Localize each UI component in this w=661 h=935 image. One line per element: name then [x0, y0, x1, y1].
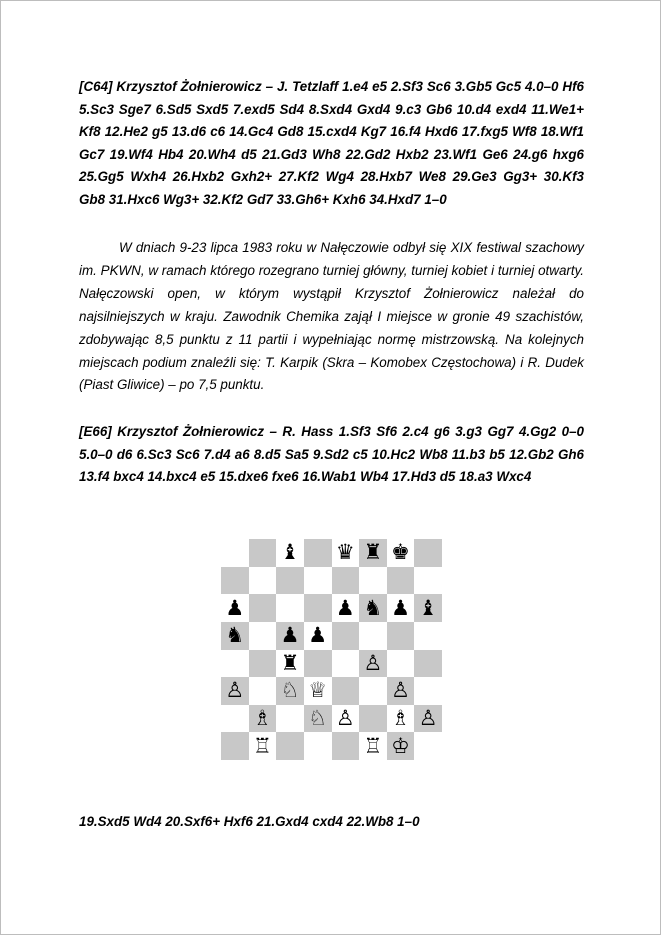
square-h4: [414, 650, 442, 678]
black-knight-icon: ♞: [225, 623, 245, 648]
square-d5: [304, 622, 332, 650]
black-pawn-icon: ♟: [335, 595, 355, 620]
square-e5: [332, 622, 360, 650]
square-e8: [332, 539, 360, 567]
square-c2: [276, 705, 304, 733]
square-c4: [276, 650, 304, 678]
white-rook-icon: ♖: [363, 733, 383, 758]
square-d7: [304, 567, 332, 595]
white-rook-icon: ♖: [253, 733, 272, 758]
white-knight-icon: ♘: [280, 678, 300, 703]
white-pawn-icon: ♙: [391, 678, 410, 703]
white-pawn-icon: ♙: [225, 678, 245, 703]
black-king-icon: ♚: [391, 540, 410, 565]
square-h5: [414, 622, 442, 650]
square-b5: [249, 622, 277, 650]
white-knight-icon: ♘: [308, 706, 328, 731]
black-pawn-icon: ♟: [225, 595, 245, 620]
square-d3: [304, 677, 332, 705]
square-e2: [332, 705, 360, 733]
square-c1: [276, 732, 304, 760]
square-e1: [332, 732, 360, 760]
black-queen-icon: ♛: [335, 540, 355, 565]
square-g3: [387, 677, 415, 705]
black-pawn-icon: ♟: [280, 623, 300, 648]
square-c6: [276, 594, 304, 622]
white-pawn-icon: ♙: [363, 650, 383, 675]
tournament-paragraph: W dniach 9-23 lipca 1983 roku w Nałęczowie odbył się XIX festiwal szachowy im. PKWN, w ramach którego rozegrano turniej główny, turniej kobiet i turniej otwarty. Nałęczowski open, w którym wystąpił Krzysztof Żołnierowicz należał do najsilniejszych w kraju. Zawodnik Chemika zajął I miejsce w gronie 49 szachistów, zdobywając 8,5 punktu z 11 partii i wypełniając normę mistrzowską. Na kolejnych miejscach podium znaleźli się: T. Karpik (Skra – Komobex Częstochowa) i R. Dudek (Piast Gliwice) – po 7,5 punktu.: [79, 240, 584, 393]
square-e3: [332, 677, 360, 705]
square-c7: [276, 567, 304, 595]
black-pawn-icon: ♟: [391, 595, 410, 620]
square-a4: [221, 650, 249, 678]
square-e4: [332, 650, 360, 678]
square-h3: [414, 677, 442, 705]
square-a6: [221, 594, 249, 622]
black-rook-icon: ♜: [363, 540, 383, 565]
square-d8: [304, 539, 332, 567]
white-pawn-icon: ♙: [418, 706, 438, 731]
square-c3: [276, 677, 304, 705]
square-b1: [249, 732, 277, 760]
square-a5: [221, 622, 249, 650]
square-b8: [249, 539, 277, 567]
square-a7: [221, 567, 249, 595]
black-bishop-icon: ♝: [280, 540, 300, 565]
square-h2: [414, 705, 442, 733]
game-continuation: 19.Sxd5 Wd4 20.Sxf6+ Hxf6 21.Gxd4 cxd4 22.Wb8 1–0: [79, 814, 420, 829]
square-d6: [304, 594, 332, 622]
square-c5: [276, 622, 304, 650]
square-a8: [221, 539, 249, 567]
square-f5: [359, 622, 387, 650]
square-f6: [359, 594, 387, 622]
square-b6: [249, 594, 277, 622]
white-pawn-icon: ♙: [335, 706, 355, 731]
square-b3: [249, 677, 277, 705]
square-g5: [387, 622, 415, 650]
square-f8: [359, 539, 387, 567]
square-f3: [359, 677, 387, 705]
square-g2: [387, 705, 415, 733]
square-e6: [332, 594, 360, 622]
square-h7: [414, 567, 442, 595]
square-b2: [249, 705, 277, 733]
square-b4: [249, 650, 277, 678]
square-g7: [387, 567, 415, 595]
white-king-icon: ♔: [391, 733, 410, 758]
square-h8: [414, 539, 442, 567]
square-h6: [414, 594, 442, 622]
square-e7: [332, 567, 360, 595]
square-a1: [221, 732, 249, 760]
square-f7: [359, 567, 387, 595]
square-d4: [304, 650, 332, 678]
square-c8: [276, 539, 304, 567]
square-d1: [304, 732, 332, 760]
square-d2: [304, 705, 332, 733]
square-g4: [387, 650, 415, 678]
square-a2: [221, 705, 249, 733]
black-bishop-icon: ♝: [418, 595, 438, 620]
white-queen-icon: ♕: [308, 678, 328, 703]
chess-diagram: [221, 539, 442, 760]
square-f4: [359, 650, 387, 678]
game-score-c64: [C64] Krzysztof Żołnierowicz – J. Tetzlaff 1.e4 e5 2.Sf3 Sc6 3.Gb5 Gc5 4.0–0 Hf6 5.Sc3 Sge7 6.Sd5 Sxd5 7.exd5 Sd4 8.Sxd4 Gxd4 9.c3 Gb6 10.d4 exd4 11.We1+ Kf8 12.He2 g5 13.d6 c6 14.Gc4 Gd8 15.cxd4 Kg7 16.f4 Hxd6 17.fxg5 Wf8 18.Wf1 Gc7 19.Wf4 Hb4 20.Wh4 d5 21.Gd3 Wh8 22.Gd2 Hxb2 23.Wf1 Ge6 24.g6 hxg6 25.Gg5 Wxh4 26.Hxb2 Gxh2+ 27.Kf2 Wg4 28.Hxb7 We8 29.Ge3 Gg3+ 30.Kf3 Gb8 31.Hxc6 Wg3+ 32.Kf2 Gd7 33.Gh6+ Kxh6 34.Hxd7 1–0: [79, 79, 584, 207]
game-score-e66: [E66] Krzysztof Żołnierowicz – R. Hass 1.Sf3 Sf6 2.c4 g6 3.g3 Gg7 4.Gg2 0–0 5.0–0 d6 6.Sc3 Sc6 7.d4 a6 8.d5 Sa5 9.Sd2 c5 10.Hc2 Wb8 11.b3 b5 12.Gb2 Gh6 13.f4 bxc4 14.bxc4 e5 15.dxe6 fxe6 16.Wab1 Wb4 17.Hd3 d5 18.a3 Wxc4: [79, 424, 584, 485]
square-g6: [387, 594, 415, 622]
square-h1: [414, 732, 442, 760]
square-g8: [387, 539, 415, 567]
black-pawn-icon: ♟: [308, 623, 328, 648]
square-g1: [387, 732, 415, 760]
square-a3: [221, 677, 249, 705]
white-bishop-icon: ♗: [253, 706, 272, 731]
black-rook-icon: ♜: [280, 650, 300, 675]
square-b7: [249, 567, 277, 595]
white-bishop-icon: ♗: [391, 706, 410, 731]
square-f2: [359, 705, 387, 733]
square-f1: [359, 732, 387, 760]
black-knight-icon: ♞: [363, 595, 383, 620]
